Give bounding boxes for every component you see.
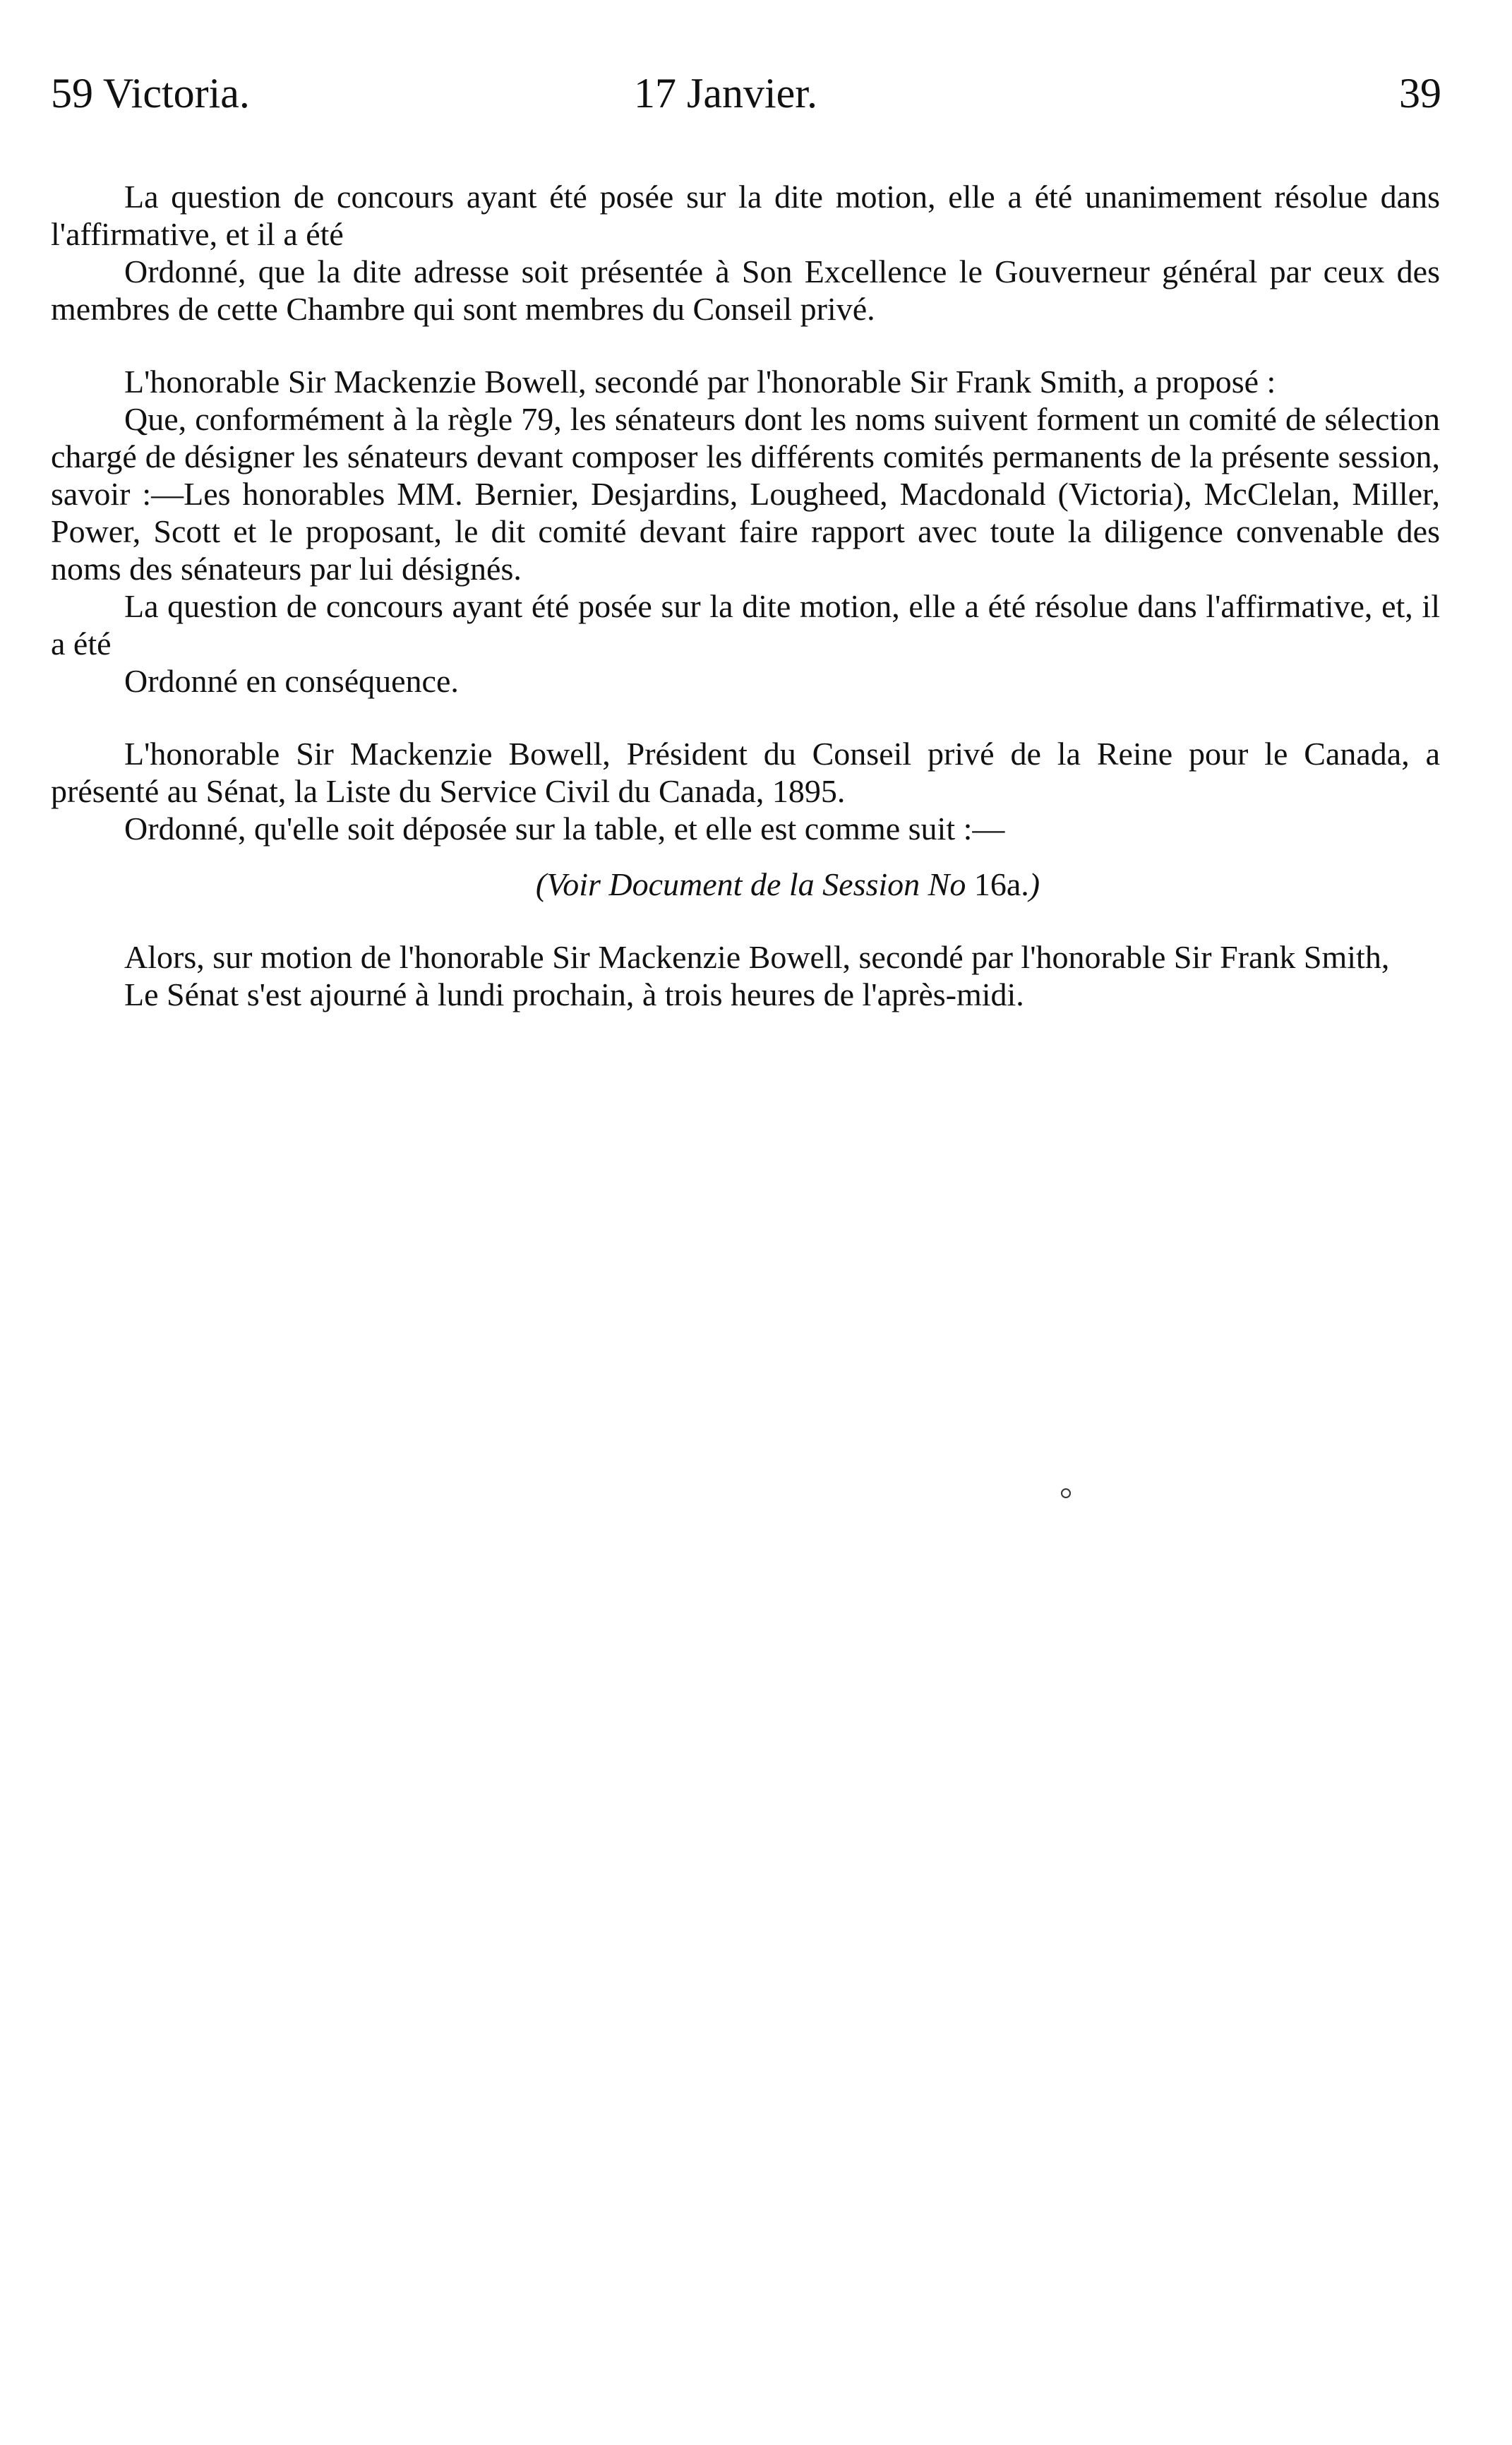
header-session: 59 Victoria. bbox=[51, 70, 250, 116]
section-gap bbox=[51, 700, 1440, 735]
paragraph-civil-service-list: L'honorable Sir Mackenzie Bowell, Président du Conseil privé de la Reine pour le Canada, a présenté au Sénat, la Liste du Service Civil du Canada, 1895. bbox=[51, 736, 1440, 809]
page-number: 39 bbox=[1399, 70, 1441, 116]
paragraph-order-address: Ordonné, que la dite adresse soit présentée à Son Excellence le Gouverneur général par ceux des membres de cette Chambre qui sont membres du Conseil privé. bbox=[51, 253, 1440, 327]
header-date: 17 Janvier. bbox=[634, 70, 817, 116]
paragraph-adjourn: Le Sénat s'est ajourné à lundi prochain, à trois heures de l'après-midi. bbox=[124, 976, 1024, 1012]
print-speck bbox=[1061, 1488, 1071, 1498]
paragraph-concurrence-2: La question de concours ayant été posée sur la dite motion, elle a été résolue dans l'affirmative, et, il a été bbox=[51, 588, 1440, 662]
reference-number: 16a. bbox=[973, 866, 1029, 902]
paragraph-order-tabled: Ordonné, qu'elle soit déposée sur la table, et elle est comme suit :— bbox=[124, 811, 1005, 847]
page-header bbox=[51, 65, 1441, 121]
paragraph-adjourn-motion: Alors, sur motion de l'honorable Sir Mackenzie Bowell, secondé par l'honorable Sir Frank Smith, bbox=[124, 939, 1390, 975]
reference-close-paren: ) bbox=[1028, 866, 1040, 902]
paragraph-concurrence-1: La question de concours ayant été posée sur la dite motion, elle a été unanimement résolue dans l'affirmative, et il a été bbox=[51, 179, 1440, 252]
paragraph-motion-text: Que, conformément à la règle 79, les sénateurs dont les noms suivent forment un comité de sélection chargé de désigner les sénateurs devant composer les différents comités permanents de la présente session, savoir :—Les honorables MM. Bernier, Desjardins, Lougheed, Macdonald (Victoria), McClelan, Miller, Power, Scott et le proposant, le dit comité devant faire rapport avec toute la diligence convenable des noms des sénateurs par lui désignés. bbox=[51, 401, 1440, 587]
reference-text: Voir Document de la Session No bbox=[546, 866, 974, 902]
section-gap bbox=[51, 903, 1440, 938]
paragraph-order-consequence: Ordonné en conséquence. bbox=[124, 663, 459, 699]
section-gap bbox=[51, 847, 1440, 866]
section-gap bbox=[51, 328, 1440, 363]
journal-body bbox=[51, 178, 1440, 1013]
document-reference bbox=[51, 866, 1440, 903]
reference-open-paren: ( bbox=[535, 866, 547, 902]
paragraph-motion-intro: L'honorable Sir Mackenzie Bowell, secondé par l'honorable Sir Frank Smith, a proposé : bbox=[124, 364, 1276, 400]
